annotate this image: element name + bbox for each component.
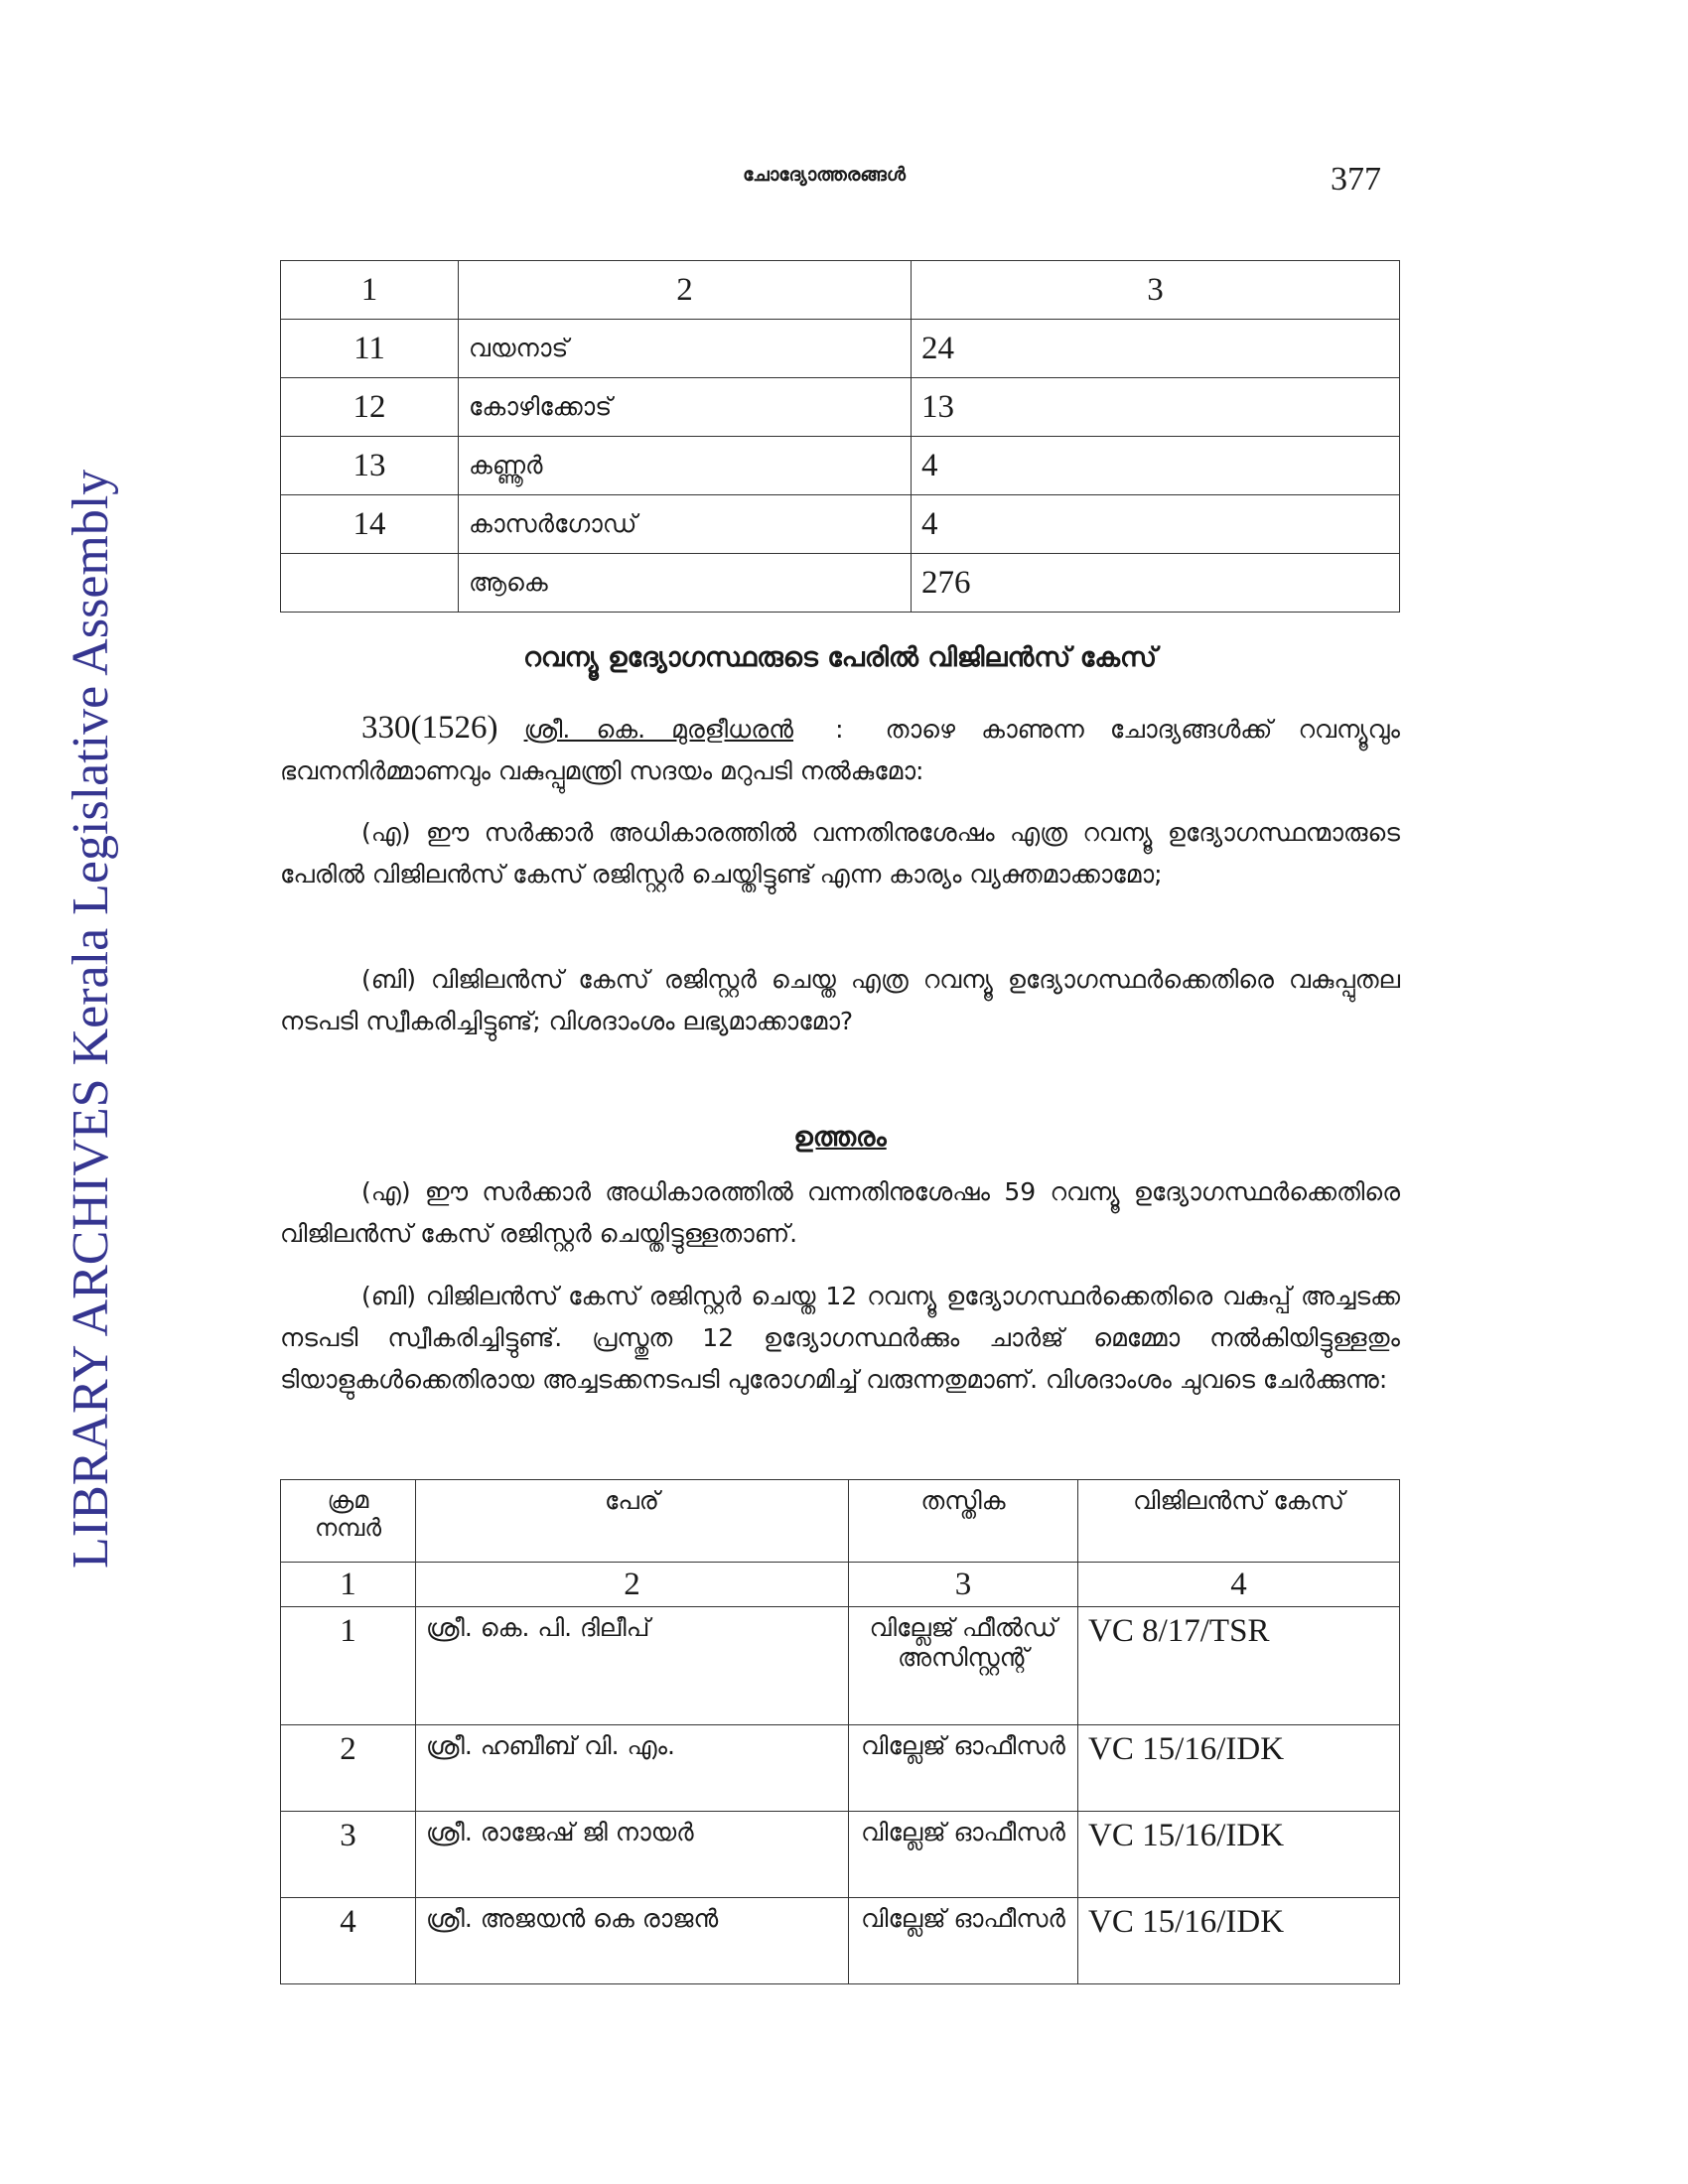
question-a-text: (എ) ഈ സർക്കാർ അധികാരത്തിൽ വന്നതിനുശേഷം എത്ര റവന്യൂ ഉദ്യോഗസ്ഥന്മാരുടെ പേരിൽ വിജിലൻസ് കേസ് രജിസ്റ്റർ ചെയ്തിട്ടുണ്ട് എന്ന കാര്യം വ്യക്തമാക്കാമോ;: [280, 818, 1400, 888]
officer-post: വില്ലേജ് ഓഫീസർ: [849, 1898, 1078, 1984]
column-header: പേര്: [416, 1480, 849, 1563]
case-count: 4: [912, 495, 1400, 554]
page-number: 377: [1331, 161, 1381, 198]
officer-name: ശ്രീ. രാജേഷ് ജി നായർ: [416, 1812, 849, 1898]
column-number: 1: [281, 1563, 416, 1607]
officer-name: ശ്രീ. അജയൻ കെ രാജൻ: [416, 1898, 849, 1984]
table-row: [281, 1607, 1400, 1725]
district-name: കാസർഗോഡ്: [459, 495, 912, 554]
total-label: ആകെ: [459, 554, 912, 613]
column-header: ക്രമ നമ്പർ: [281, 1480, 416, 1563]
vigilance-case: VC 15/16/IDK: [1078, 1898, 1400, 1984]
vigilance-case: VC 15/16/IDK: [1078, 1812, 1400, 1898]
total-count: 276: [912, 554, 1400, 613]
separator: :: [835, 715, 844, 744]
column-header: 2: [459, 261, 912, 320]
answer-b: [280, 1276, 1400, 1401]
member-name: ശ്രീ. കെ. മുരളീധരൻ: [523, 715, 794, 744]
column-header: തസ്തിക: [849, 1480, 1078, 1563]
question-intro: [280, 707, 1400, 792]
vigilance-case: VC 15/16/IDK: [1078, 1725, 1400, 1812]
question-b: [280, 959, 1400, 1042]
case-count: 24: [912, 320, 1400, 378]
serial-number: 1: [281, 1607, 416, 1725]
answer-b-text: (ബി) വിജിലൻസ് കേസ് രജിസ്റ്റർ ചെയ്ത 12 റവന്യൂ ഉദ്യോഗസ്ഥർക്കെതിരെ വകുപ്പ് അച്ചടക്ക നടപടി സ്വീകരിച്ചിട്ടുണ്ട്. പ്രസ്തുത 12 ഉദ്യോഗസ്ഥർക്കും ചാർജ് മെമ്മോ നൽകിയിട്ടുള്ളതും ടിയാളുകൾക്കെതിരായ അച്ചടക്കനടപടി പുരോഗമിച്ച് വരുന്നതുമാണ്. വിശദാംശം ചുവടെ ചേർക്കുന്നു:: [280, 1282, 1400, 1394]
district-table: [280, 260, 1400, 613]
table-row: [281, 437, 1400, 495]
officer-name: ശ്രീ. ഹബീബ് വി. എം.: [416, 1725, 849, 1812]
case-count: 4: [912, 437, 1400, 495]
officer-post: വില്ലേജ് ഓഫീസർ: [849, 1725, 1078, 1812]
watermark: LIBRARY ARCHIVES Kerala Legislative Assembly: [63, 469, 119, 1569]
table-row: [281, 1898, 1400, 1984]
column-number: 2: [416, 1563, 849, 1607]
column-header: 3: [912, 261, 1400, 320]
column-number-row: [281, 1563, 1400, 1607]
case-count: 13: [912, 378, 1400, 437]
table-row: [281, 320, 1400, 378]
table-header-row: [281, 1480, 1400, 1563]
running-head: ചോദ്യോത്തരങ്ങൾ: [743, 164, 906, 186]
question-a: [280, 812, 1400, 895]
column-number: 4: [1078, 1563, 1400, 1607]
table-row: [281, 378, 1400, 437]
vigilance-case: VC 8/17/TSR: [1078, 1607, 1400, 1725]
serial-number: 12: [281, 378, 459, 437]
column-header: 1: [281, 261, 459, 320]
question-number: 330(1526): [361, 710, 498, 746]
question-b-text: (ബി) വിജിലൻസ് കേസ് രജിസ്റ്റർ ചെയ്ത എത്ര റവന്യൂ ഉദ്യോഗസ്ഥർക്കെതിരെ വകുപ്പുതല നടപടി സ്വീകരിച്ചിട്ടുണ്ട്; വിശദാംശം ലഭ്യമാക്കാമോ?: [280, 965, 1400, 1035]
officer-post: വില്ലേജ് ഫീൽഡ് അസിസ്റ്റന്റ്: [849, 1607, 1078, 1725]
table-row: [281, 1725, 1400, 1812]
officer-post: വില്ലേജ് ഓഫീസർ: [849, 1812, 1078, 1898]
serial-number: 11: [281, 320, 459, 378]
officer-name: ശ്രീ. കെ. പി. ദിലീപ്: [416, 1607, 849, 1725]
serial-number: 14: [281, 495, 459, 554]
serial-number: 3: [281, 1812, 416, 1898]
intro-text: താഴെ കാണുന്ന ചോദ്യങ്ങൾക്ക് റവന്യൂവും ഭവനനിർമ്മാണവും വകുപ്പുമന്ത്രി സദയം മറുപടി നൽകുമോ:: [280, 715, 1401, 785]
answer-a: [280, 1171, 1400, 1255]
column-header: വിജിലൻസ് കേസ്: [1078, 1480, 1400, 1563]
district-name: കണ്ണൂർ: [459, 437, 912, 495]
column-number: 3: [849, 1563, 1078, 1607]
answer-a-text: (എ) ഈ സർക്കാർ അധികാരത്തിൽ വന്നതിനുശേഷം 59 റവന്യൂ ഉദ്യോഗസ്ഥർക്കെതിരെ വിജിലൻസ് കേസ് രജിസ്റ്റർ ചെയ്തിട്ടുള്ളതാണ്.: [280, 1177, 1400, 1248]
table-row: [281, 1812, 1400, 1898]
table-header-row: [281, 261, 1400, 320]
total-row: [281, 554, 1400, 613]
serial-number: 4: [281, 1898, 416, 1984]
answer-heading: ഉത്തരം: [793, 1122, 887, 1153]
table-row: [281, 495, 1400, 554]
serial-number: 13: [281, 437, 459, 495]
district-name: വയനാട്: [459, 320, 912, 378]
officer-table: [280, 1479, 1400, 1984]
serial-number: 2: [281, 1725, 416, 1812]
district-name: കോഴിക്കോട്: [459, 378, 912, 437]
question-title: റവന്യൂ ഉദ്യോഗസ്ഥരുടെ പേരിൽ വിജിലൻസ് കേസ്: [523, 642, 1157, 673]
total-serial: [281, 554, 459, 613]
